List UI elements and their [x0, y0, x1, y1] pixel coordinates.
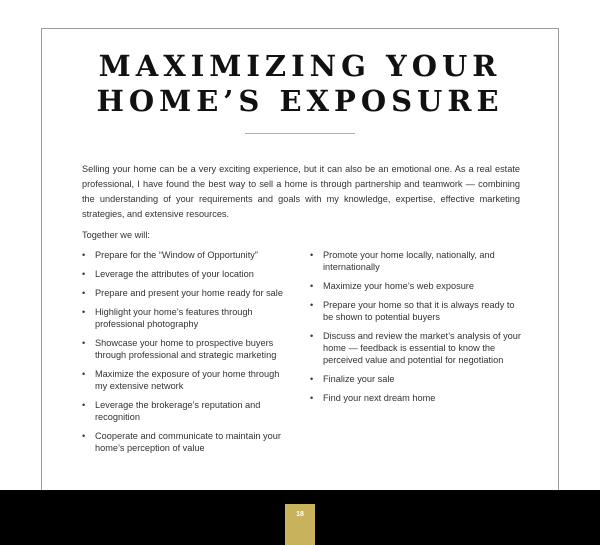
- bullet-icon: •: [82, 269, 86, 279]
- list-item-text: Prepare and present your home ready for sale: [95, 288, 283, 298]
- list-item-text: Discuss and review the market’s analysis of your home — feedback is essential to know the perceived value and potential for negotiation: [323, 331, 521, 365]
- intro-paragraph: Selling your home can be a very exciting experience, but it can also be an emotional one. As a real estate professional, I have found the best way to sell a home is through partnership and teamwork — combining the understanding of your requirements and goals with my knowledge, expertise, effective marketing strategies, and extensive resources.: [82, 164, 520, 219]
- bullet-icon: •: [82, 307, 86, 317]
- list-item-text: Showcase your home to prospective buyers through professional and strategic marketing: [95, 338, 277, 360]
- list-item: [82, 399, 292, 423]
- list-item: [310, 280, 522, 292]
- bullet-icon: •: [310, 300, 314, 310]
- list-item-text: Finalize your sale: [323, 374, 395, 384]
- list-item: [310, 330, 522, 366]
- title-divider: [245, 133, 355, 134]
- list-item-text: Highlight your home’s features through professional photography: [95, 307, 253, 329]
- list-item-text: Maximize the exposure of your home through my extensive network: [95, 369, 280, 391]
- list-item: [310, 249, 522, 273]
- list-item: [82, 268, 292, 280]
- bullet-icon: •: [82, 400, 86, 410]
- together-label: Together we will:: [82, 230, 150, 240]
- list-item: [82, 430, 292, 454]
- list-item-text: Maximize your home’s web exposure: [323, 281, 474, 291]
- page-title-line-1: MAXIMIZING YOUR: [98, 49, 502, 83]
- bullet-icon: •: [310, 374, 314, 384]
- list-item: [310, 392, 522, 404]
- page-number-badge: 18: [285, 504, 315, 545]
- list-item-text: Prepare for the “Window of Opportunity”: [95, 250, 258, 260]
- list-item-text: Promote your home locally, nationally, and internationally: [323, 250, 495, 272]
- list-item: [82, 368, 292, 392]
- bullet-icon: •: [310, 281, 314, 291]
- bullet-icon: •: [310, 393, 314, 403]
- bullet-icon: •: [82, 288, 86, 298]
- bullet-icon: •: [82, 338, 86, 348]
- list-item-text: Prepare your home so that it is always ready to be shown to potential buyers: [323, 300, 515, 322]
- list-item-text: Cooperate and communicate to maintain your home’s perception of value: [95, 431, 281, 453]
- list-item-text: Find your next dream home: [323, 393, 436, 403]
- left-bullet-list: [82, 249, 292, 461]
- bullet-icon: •: [82, 369, 86, 379]
- list-item: [82, 287, 292, 299]
- bullet-icon: •: [310, 250, 314, 260]
- list-item: [82, 306, 292, 330]
- list-item: [310, 373, 522, 385]
- right-bullet-list: [310, 249, 522, 411]
- bullet-icon: •: [310, 331, 314, 341]
- list-item: [82, 337, 292, 361]
- list-item: [310, 299, 522, 323]
- page-title: [60, 49, 540, 119]
- bullet-icon: •: [82, 250, 86, 260]
- page-title-line-2: HOME’S EXPOSURE: [96, 84, 504, 118]
- list-item: [82, 249, 292, 261]
- list-item-text: Leverage the brokerage’s reputation and recognition: [95, 400, 261, 422]
- bullet-icon: •: [82, 431, 86, 441]
- list-item-text: Leverage the attributes of your location: [95, 269, 254, 279]
